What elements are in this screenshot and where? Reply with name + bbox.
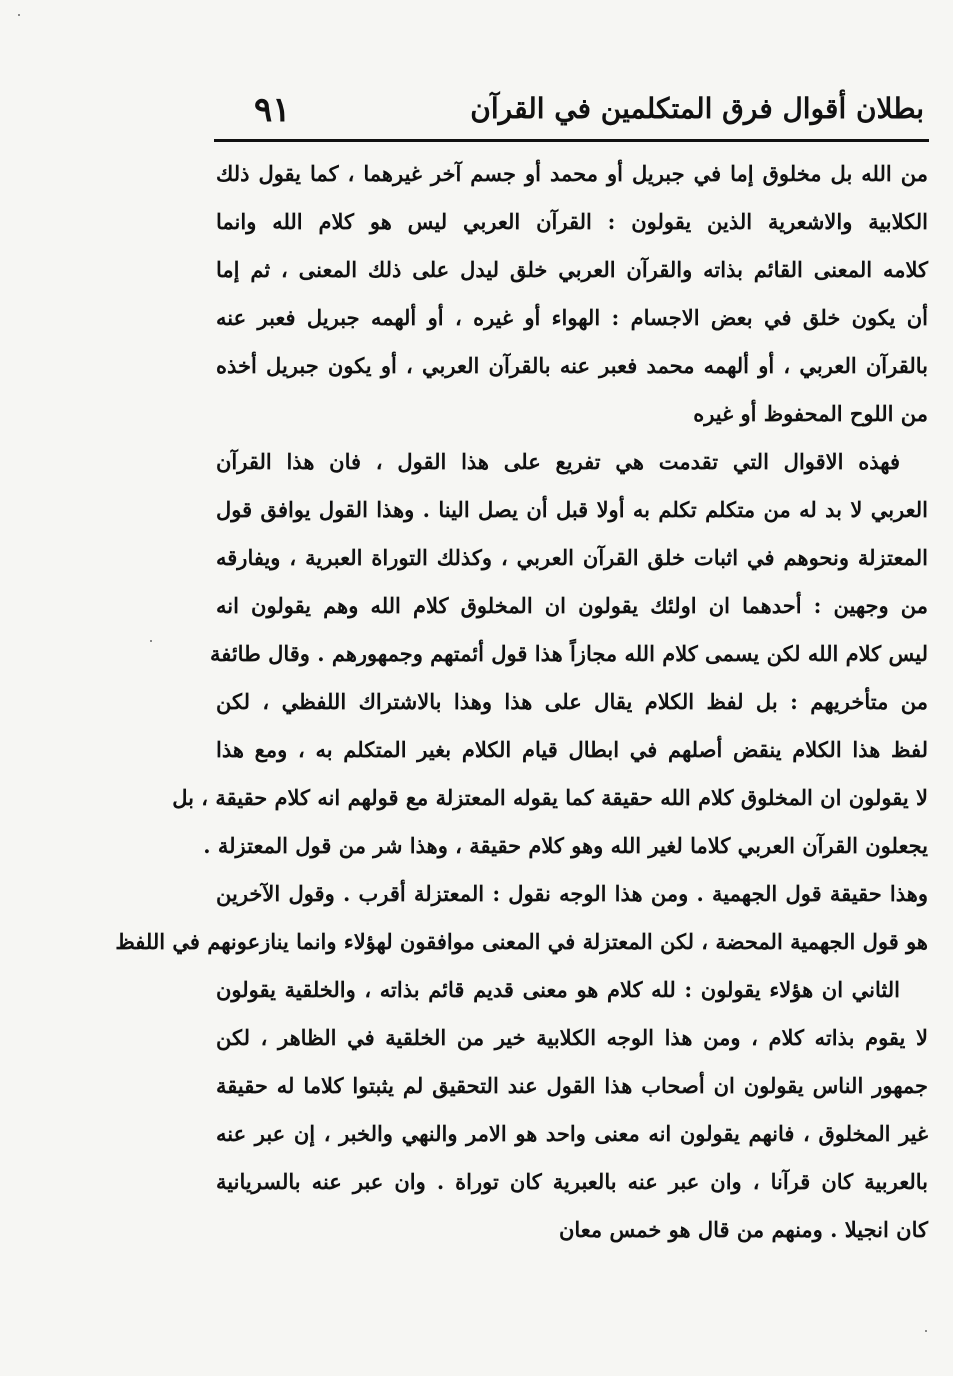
text-line: فهذه الاقوال التي تقدمت هي تفريع على هذا القول ، فان هذا القرآن — [216, 449, 900, 474]
page-header — [214, 92, 924, 136]
text-line: من الله بل مخلوق إما في جبريل أو محمد أو جسم آخر غيرهما ، كما يقول ذلك — [216, 161, 928, 186]
text-line: لفظ هذا الكلام ينقض أصلهم في ابطال قيام الكلام بغير المتكلم به ، ومع هذا — [216, 737, 928, 762]
text-line: بالقرآن العربي ، أو ألهمه محمد فعبر عنه بالقرآن العربي ، أو يكون جبريل أخذه — [216, 353, 928, 378]
text-line: الكلابية والاشعرية الذين يقولون : القرآن العربي ليس هو كلام الله وانما — [216, 209, 928, 234]
text-line: يجعلون القرآن العربي كلاما لغير الله وهو كلام حقيقة ، وهذا شر من قول المعتزلة . — [203, 833, 928, 858]
text-line: العربي لا بد له من متكلم تكلم به أولا قبل أن يصل الينا . وهذا القول يوافق قول — [216, 497, 928, 522]
text-line: هو قول الجهمية المحضة ، لكن المعتزلة في المعنى موافقون لهؤلاء وانما ينازعونهم في اللفظ — [115, 929, 928, 954]
header-rule — [214, 139, 929, 142]
text-line: لا يقولون ان المخلوق كلام الله حقيقة كما يقوله المعتزلة مع قولهم انه كلام حقيقة ، بل — [172, 785, 928, 810]
running-title: بطلان أقوال فرق المتكلمين في القرآن — [470, 92, 924, 125]
text-line: من وجهين : أحدهما ان اولئك يقولون ان المخلوق كلام الله وهم يقولون انه — [216, 593, 928, 618]
scan-speck — [18, 14, 20, 16]
text-line: ليس كلام الله لكن يسمى كلام الله مجازاً هذا قول أئمتهم وجمهورهم . وقال طائفة — [209, 641, 928, 666]
text-line: كلامه المعنى القائم بذاته والقرآن العربي خلق ليدل على ذلك المعنى ، ثم إما — [216, 257, 928, 282]
text-line: بالعربية كان قرآنا ، وان عبر عنه بالعبرية كان توراة . وان عبر عنه بالسريانية — [216, 1169, 928, 1194]
body-text — [115, 150, 928, 1254]
text-line: غير المخلوق ، فانهم يقولون انه معنى واحد هو الامر والنهي والخبر ، إن عبر عنه — [216, 1121, 928, 1146]
text-line: أن يكون خلق في بعض الاجسام : الهواء أو غيره ، أو ألهمه جبريل فعبر عنه — [216, 305, 928, 330]
page-number: ٩١ — [254, 90, 291, 130]
text-line: جمهور الناس يقولون ان أصحاب هذا القول عند التحقيق لم يثبتوا كلاما له حقيقة — [216, 1073, 928, 1098]
text-line: من اللوح المحفوظ أو غيره — [693, 401, 928, 426]
text-line: المعتزلة ونحوهم في اثبات خلق القرآن العربي ، وكذلك التوراة العبرية ، ويفارقه — [216, 545, 928, 570]
scan-speck — [150, 640, 152, 642]
text-line: كان انجيلا . ومنهم من قال هو خمس معان — [558, 1217, 928, 1242]
text-line: لا يقوم بذاته كلام ، ومن هذا الوجه الكلابية خير من الخلقية في الظاهر ، لكن — [216, 1025, 928, 1050]
text-line: وهذا حقيقة قول الجهمية . ومن هذا الوجه نقول : المعتزلة أقرب . وقول الآخرين — [216, 881, 928, 906]
text-line: الثاني ان هؤلاء يقولون : لله كلام هو معنى قديم قائم بذاته ، والخلقية يقولون — [216, 977, 900, 1002]
text-line: من متأخريهم : بل لفظ الكلام يقال على هذا وهذا بالاشتراك اللفظي ، لكن — [216, 689, 928, 714]
scan-speck — [925, 1330, 927, 1332]
